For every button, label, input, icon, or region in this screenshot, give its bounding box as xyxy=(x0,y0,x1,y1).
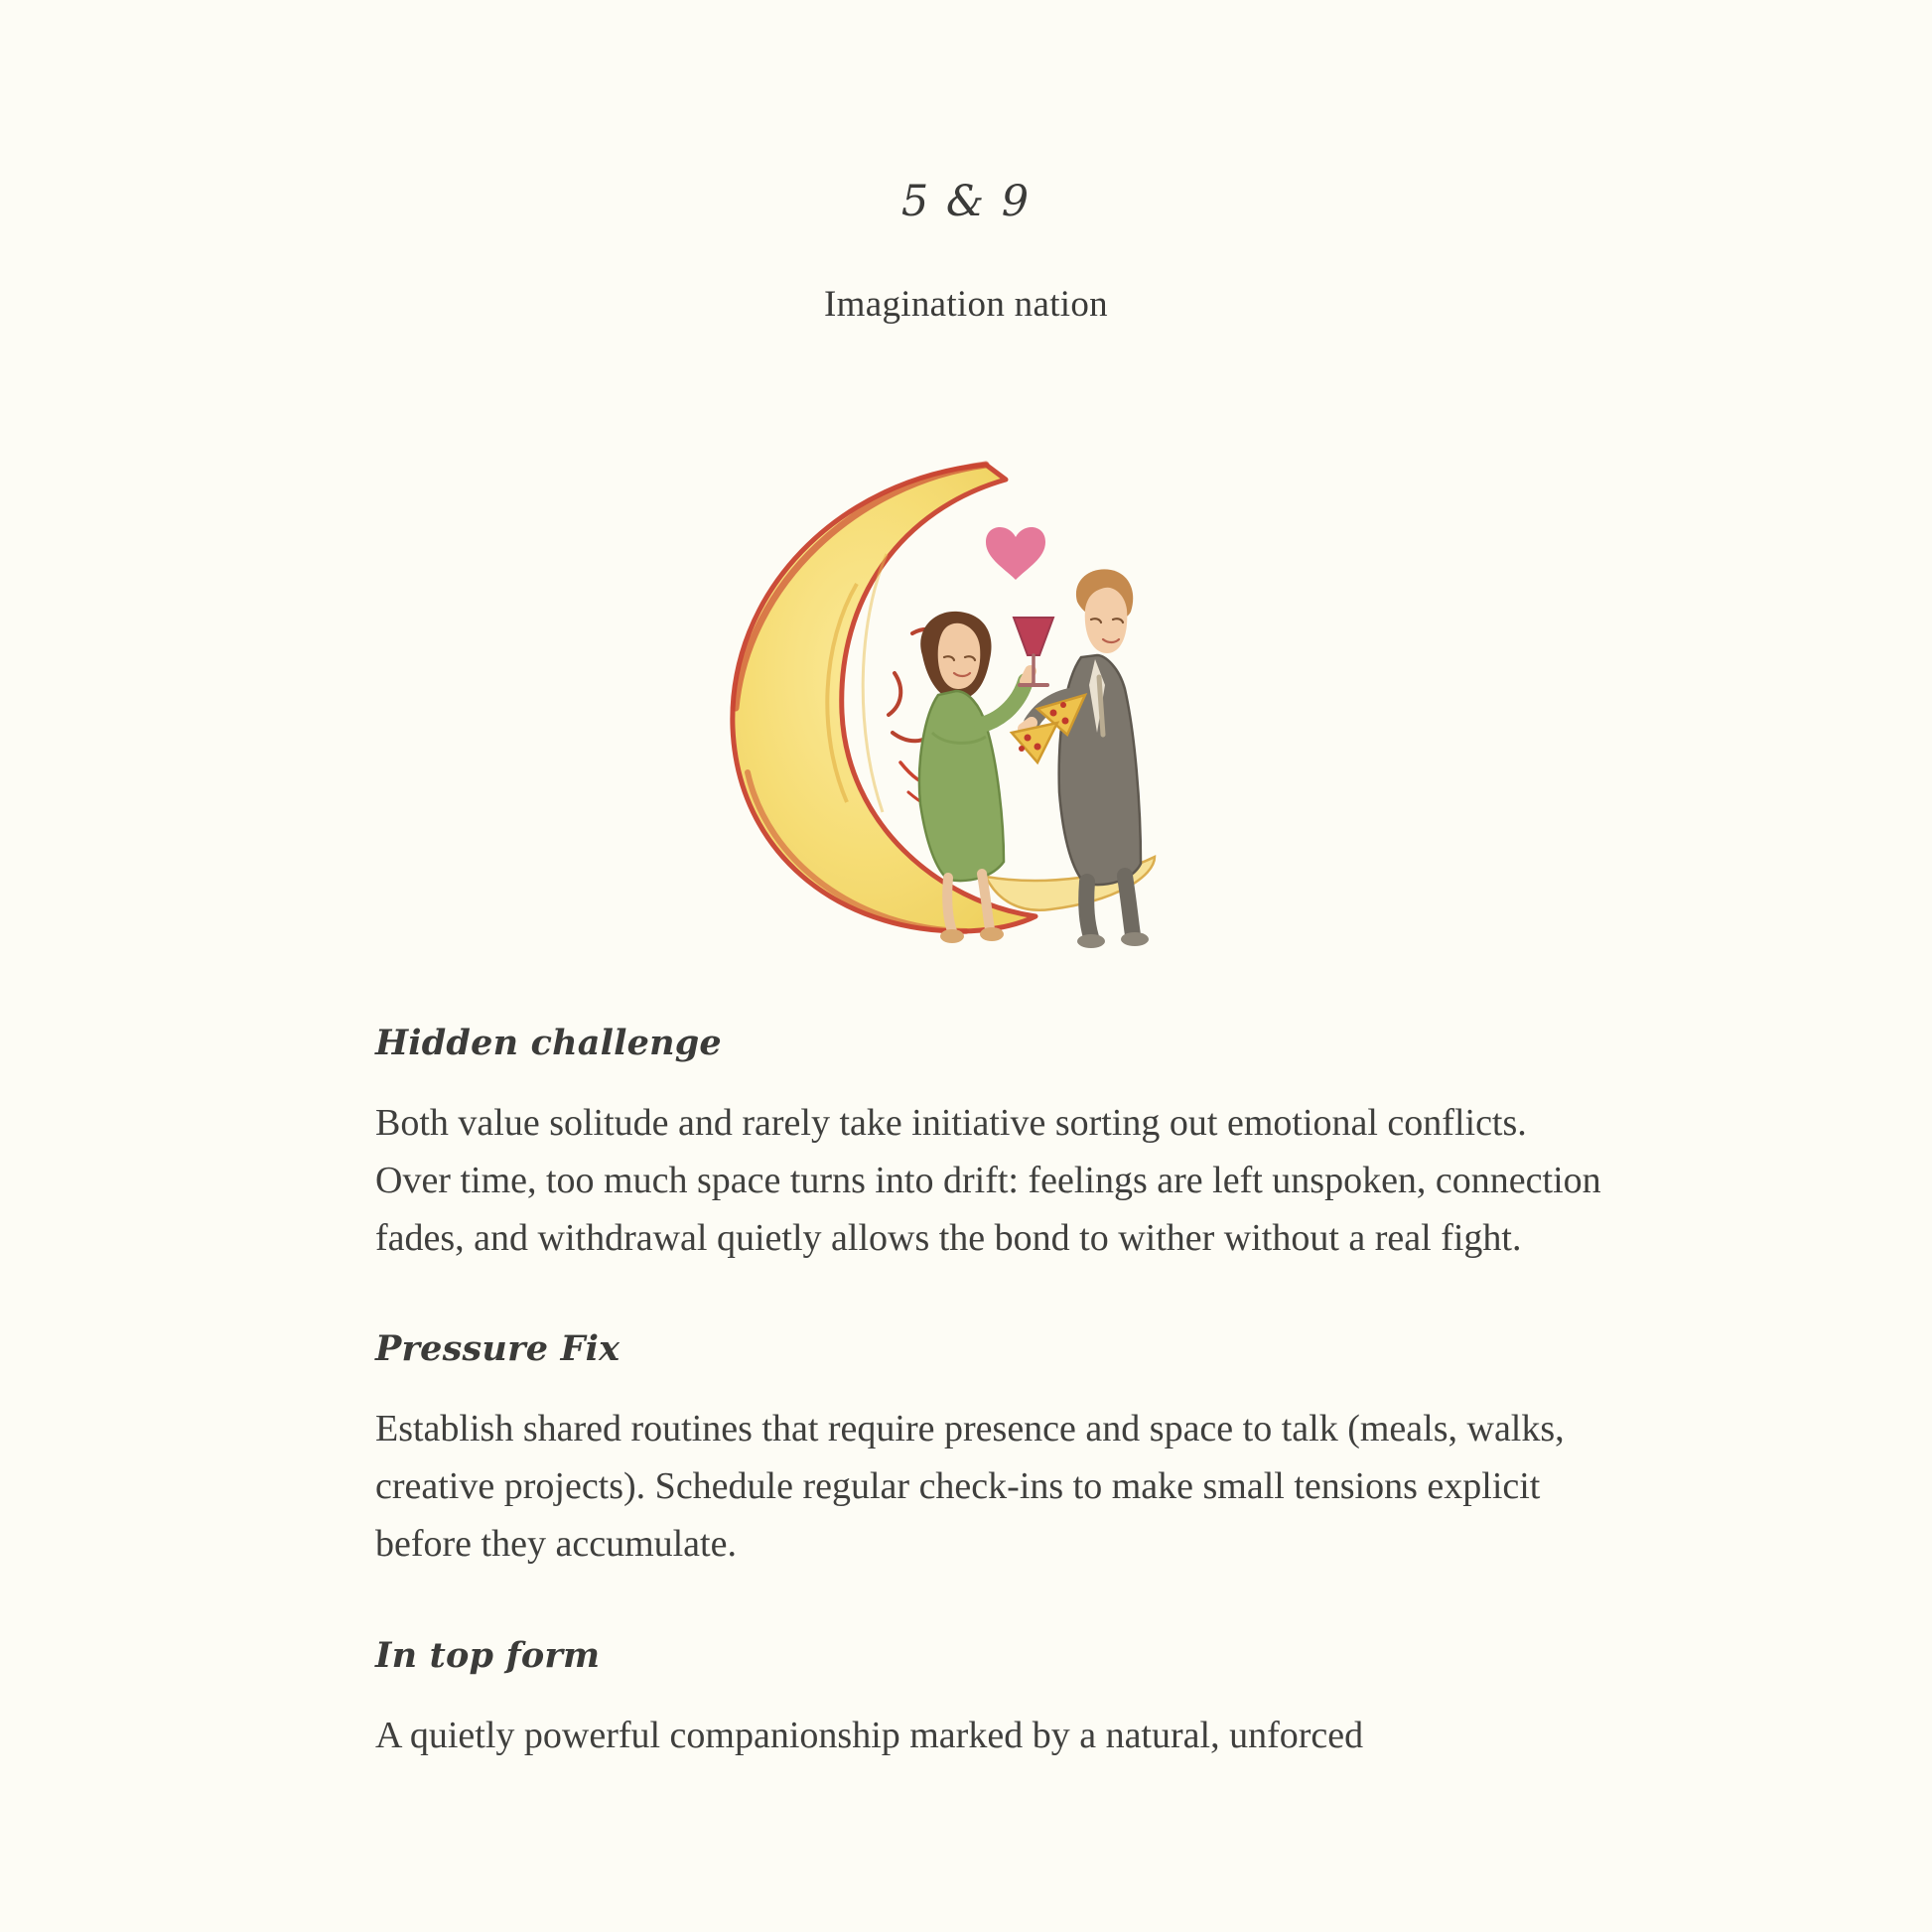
section-pressure-fix xyxy=(375,1328,1611,1573)
section-body: A quietly powerful companionship marked by a natural, unforced xyxy=(375,1714,1364,1756)
section-heading: Pressure Fix xyxy=(375,1328,621,1370)
page-subtitle: Imagination nation xyxy=(824,284,1108,325)
illustration-container xyxy=(0,435,1932,951)
section-heading: In top form xyxy=(375,1634,601,1676)
article-content xyxy=(321,1023,1611,1764)
section-body: Both value solitude and rarely take initiative sorting out emotional conflicts. Over time, too much space turns into drift: feelings are left unspoken, connection fades, and withdrawal quietly allows the bond to wither without a real fight. xyxy=(375,1102,1601,1259)
section-in-top-form xyxy=(375,1635,1611,1765)
section-body: Establish shared routines that require presence and space to talk (meals, walks, creative projects). Schedule regular check-ins to make small tensions explicit before they accumulate. xyxy=(375,1408,1565,1565)
page-title: 5 & 9 xyxy=(900,177,1032,226)
section-heading: Hidden challenge xyxy=(375,1023,722,1063)
wine-glass xyxy=(1014,618,1053,685)
watercolor-couple-on-crescent-moon-illustration xyxy=(688,435,1244,951)
section-hidden-challenge xyxy=(375,1023,1611,1267)
page-header xyxy=(0,0,1932,326)
